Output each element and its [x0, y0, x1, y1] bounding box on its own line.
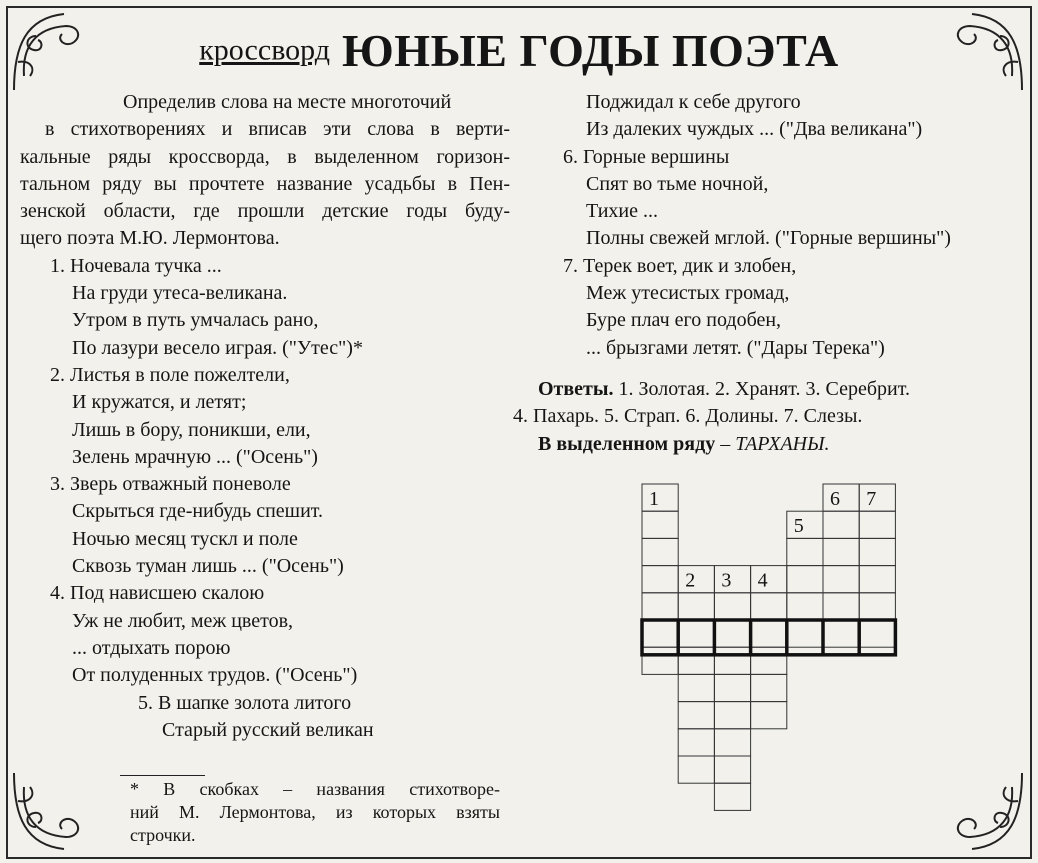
footnote-line-2: ний М. Лермонтова, из которых взяты [130, 802, 500, 822]
poem-line: Скрыться где-нибудь спешит. [72, 500, 324, 523]
corner-ornament-bottom-right [940, 767, 1030, 857]
answers-text-1: 1. Золотая. 2. Хранят. 3. Серебрит. [613, 377, 910, 400]
poem-line: 4. Под нависшею скалою [50, 582, 265, 605]
page-title [0, 24, 1038, 77]
poem-line: Поджидал к себе другого [586, 91, 801, 113]
poem-line: Из далеких чуждых ... ("Два великана") [586, 118, 923, 141]
poem-line: 5. В шапке золота литого [138, 691, 352, 714]
highlight-label: В выделенном ряду [538, 432, 716, 455]
poem-line: 2. Листья в поле пожелтели, [50, 363, 290, 386]
poem-line: Лишь в бору, поникши, ели, [72, 418, 311, 441]
crossword-number-7: 7 [866, 488, 877, 510]
poem-line: ... брызгами летят. ("Дары Терека") [586, 336, 885, 359]
highlight-word: ТАРХАНЫ. [735, 432, 830, 455]
answers-line-3 [538, 431, 1018, 458]
footnote-line-1: * В скобках – названия стихотворе- [130, 779, 500, 799]
left-poems [20, 253, 510, 744]
poem-line: Зелень мрачную ... ("Осень") [72, 445, 318, 468]
poem-line: От полуденных трудов. ("Осень") [72, 664, 358, 687]
poem-line: ... отдыхать порою [72, 636, 231, 659]
poem-line: Меж утесистых громад, [586, 282, 790, 305]
footnote [130, 778, 500, 847]
poem-line: По лазури весело играя. ("Утес")* [72, 336, 363, 359]
poem-line: Утром в путь умчалась рано, [72, 309, 319, 332]
crossword-number-2: 2 [685, 569, 696, 592]
intro-text [20, 89, 510, 253]
intro-line: тальном ряду вы прочтете название усадьбы в Пен- [20, 172, 510, 195]
answers-line-1 [538, 376, 1018, 403]
intro-line: зенской области, где прошли детские годы буду- [20, 200, 510, 223]
poem-line: 3. Зверь отважный поневоле [50, 473, 291, 496]
poem-line: Спят во тьме ночной, [586, 172, 769, 195]
intro-line: щего поэта М.Ю. Лермонтова. [20, 227, 280, 250]
poem-line: 7. Терек воет, дик и злобен, [563, 254, 797, 277]
right-poems [538, 89, 1018, 362]
right-column [513, 89, 1018, 458]
intro-line: в стихотворениях и вписав эти слова в верти- [45, 118, 510, 141]
poem-line: И кружатся, и летят; [72, 391, 247, 414]
crossword-number-5: 5 [793, 515, 804, 538]
crossword-number-4: 4 [757, 569, 768, 592]
intro-line: Определив слова на месте многоточий [123, 91, 452, 113]
poem-line: Старый русский великан [162, 718, 374, 741]
poem-line: Ночью месяц тускл и поле [72, 527, 298, 550]
left-column [20, 89, 510, 744]
poem-line: 6. Горные вершины [563, 145, 730, 168]
footnote-line-3: строчки. [130, 825, 196, 845]
poem-line: Полны свежей мглой. ("Горные вершины") [586, 227, 951, 250]
title-prefix: кроссворд [199, 33, 331, 67]
poem-line: 1. Ночевала тучка ... [50, 254, 222, 277]
answers-dash: – [715, 432, 736, 455]
footnote-divider [120, 775, 205, 776]
poem-line: Буре плач его подобен, [586, 309, 782, 332]
answers-block [513, 376, 1018, 458]
answers-line-2: 4. Пахарь. 5. Страп. 6. Долины. 7. Слезы. [513, 405, 863, 428]
answers-label: Ответы. [538, 377, 614, 400]
crossword-number-1: 1 [649, 488, 659, 510]
intro-line: кальные ряды кроссворда, в выделенном горизон- [20, 145, 510, 168]
corner-ornament-bottom-left [6, 767, 96, 857]
poem-line: Уж не любит, меж цветов, [72, 609, 294, 632]
poem-line: Тихие ... [586, 200, 659, 223]
title-main: ЮНЫЕ ГОДЫ ПОЭТА [342, 25, 839, 76]
crossword-number-6: 6 [830, 488, 840, 510]
poem-line: Сквозь туман лишь ... ("Осень") [72, 555, 344, 578]
crossword-number-3: 3 [721, 569, 732, 592]
poem-line: На груди утеса-великана. [72, 282, 288, 305]
